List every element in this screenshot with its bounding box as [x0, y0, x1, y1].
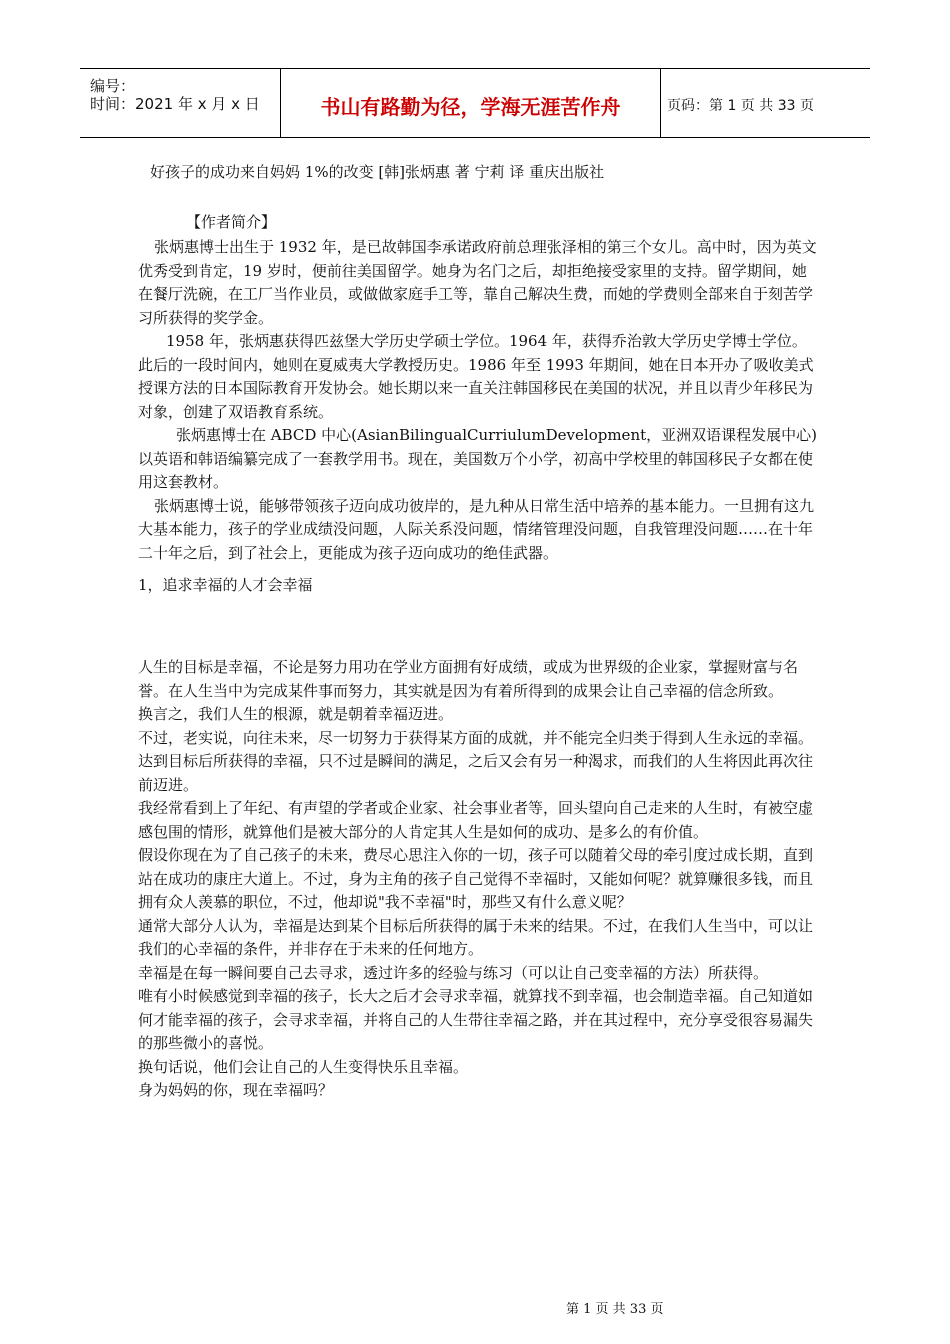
body-paragraph: 通常大部分人认为，幸福是达到某个目标后所获得的属于未来的结果。不过，在我们人生当中，可以让我们的心幸福的条件，并非存在于未来的任何地方。: [138, 916, 814, 958]
intro-paragraph: 张炳惠博士说，能够带领孩子迈向成功彼岸的，是九种从日常生活中培养的基本能力。一旦拥有这九大基本能力，孩子的学业成绩没问题，人际关系没问题，情绪管理没问题，自我管理没问题……在十年二十年之后，到了社会上，更能成为孩子迈向成功的绝佳武器。: [138, 496, 815, 562]
body-section: [138, 656, 818, 1103]
body-paragraph: 不过，老实说，向往未来，尽一切努力于获得某方面的成就，并不能完全归类于得到人生永远的幸福。达到目标后所获得的幸福，只不过是瞬间的满足，之后又会有另一种渴求，而我们的人生将因此再次往前迈进。: [138, 728, 814, 794]
page-info: 页码：第 1 页 共 33 页: [667, 98, 814, 114]
motto: 书山有路勤为径，学海无涯苦作舟: [320, 95, 621, 119]
intro-section: [138, 236, 818, 565]
body-paragraph: 换言之，我们人生的根源，就是朝着幸福迈进。: [138, 705, 454, 723]
body-paragraph: 假设你现在为了自己孩子的未来，费尽心思注入你的一切，孩子可以随着父母的牵引度过成长期，直到站在成功的康庄大道上。不过，身为主角的孩子自己觉得不幸福时，又能如何呢？就算赚很多钱，而且拥有众人羡慕的职位，不过，他却说"我不幸福"时，那些又有什么意义呢？: [138, 846, 814, 911]
body-paragraph: 换句话说，他们会让自己的人生变得快乐且幸福。: [138, 1057, 469, 1076]
intro-paragraph: 张炳惠博士出生于 1932 年，是已故韩国李承诺政府前总理张泽相的第三个女儿。高中时，因为英文优秀受到肯定，19 岁时，便前往美国留学。她身为名门之后，却拒绝接受家里的支持。留学期间，她在餐厅洗碗，在工厂当作业员，或做做家庭手工等，靠自己解决生费，而她的学费则全部来自于刻苦学习所获得的奖学金。: [138, 238, 817, 327]
intro-paragraph: 1958 年，张炳惠获得匹兹堡大学历史学硕士学位。1964 年，获得乔治敦大学历史学博士学位。此后的一段时间内，她则在夏威夷大学教授历史。1986 年至 1993 年期间，她在日本开办了吸收美式授课方法的日本国际教育开发协会。她长期以来一直关注韩国移民在美国的状况，并且以青少年移民为对象，创建了双语教育系统。: [138, 332, 814, 421]
body-paragraph: 身为妈妈的你，现在幸福吗？: [138, 1081, 334, 1099]
time-label: 时间：2021 年 x 月 x 日: [90, 95, 260, 113]
intro-heading: 【作者简介】: [186, 213, 277, 231]
book-line: 好孩子的成功来自妈妈 1%的改变 [韩]张炳惠 著 宁莉 译 重庆出版社: [150, 163, 605, 181]
intro-paragraph: 张炳惠博士在 ABCD 中心(AsianBilingualCurriulumDevelopment，亚洲双语课程发展中心)以英语和韩语编纂完成了一套教学用书。现在，美国数万个小学，初高中学校里的韩国移民子女都在使用这套教材。: [138, 426, 817, 491]
header-page-cell: [661, 69, 870, 137]
body-paragraph: 人生的目标是幸福，不论是努力用功在学业方面拥有好成绩，或成为世界级的企业家，掌握财富与名誉。在人生当中为完成某件事而努力，其实就是因为有着所得到的成果会让自己幸福的信念所致。: [138, 658, 799, 700]
body-paragraph: 幸福是在每一瞬间要自己去寻求，透过许多的经验与练习（可以让自己变幸福的方法）所获得。: [138, 963, 769, 982]
page-header: [80, 68, 870, 138]
body-paragraph: 我经常看到上了年纪、有声望的学者或企业家、社会事业者等，回头望向自己走来的人生时，有被空虚感包围的情形，就算他们是被大部分的人肯定其人生是如何的成功、是多么的有价值。: [138, 799, 814, 841]
header-meta: [80, 69, 281, 137]
section-title: 1，追求幸福的人才会幸福: [138, 576, 313, 594]
header-motto-cell: [281, 69, 661, 137]
number-label: 编号：: [90, 77, 136, 95]
body-paragraph: 唯有小时候感觉到幸福的孩子，长大之后才会寻求幸福，就算找不到幸福，也会制造幸福。自己知道如何才能幸福的孩子，会寻求幸福，并将自己的人生带往幸福之路，并在其过程中，充分享受很容易漏失的那些微小的喜悦。: [138, 987, 814, 1052]
page-footer: 第 1 页 共 33 页: [566, 1302, 664, 1317]
